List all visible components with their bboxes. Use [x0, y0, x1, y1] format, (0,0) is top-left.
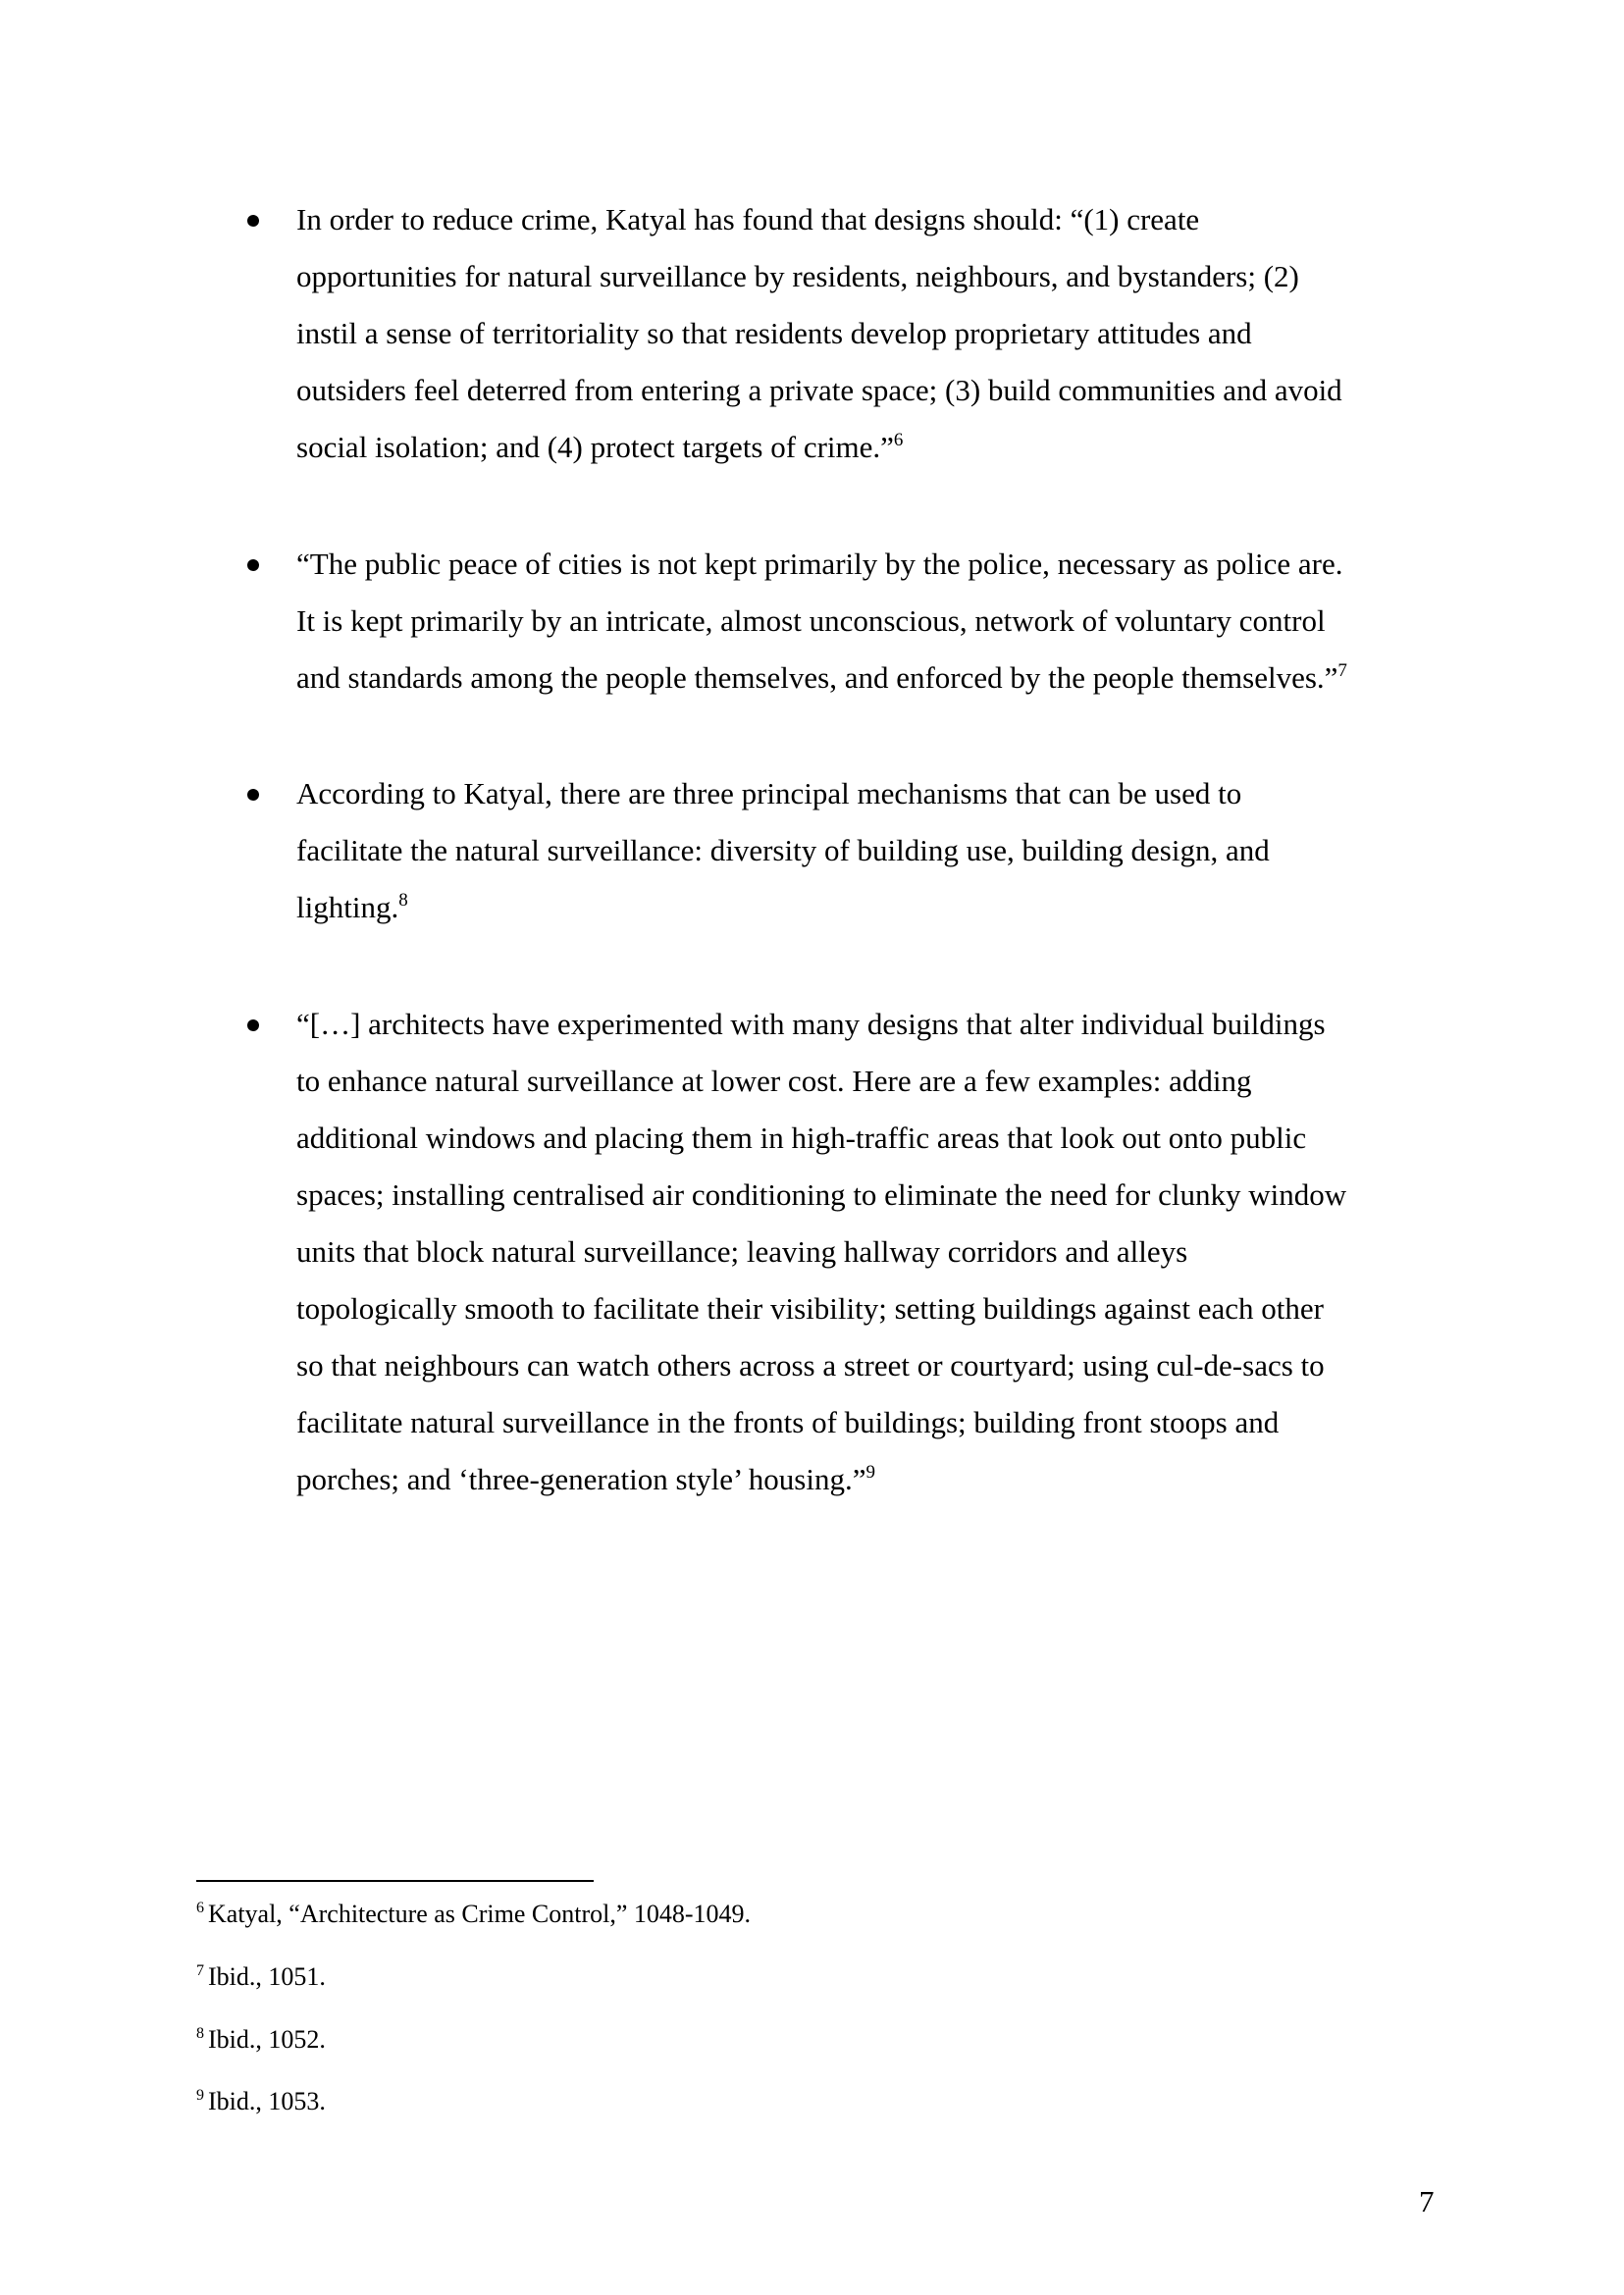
- footnote-number: 7: [196, 1962, 204, 1979]
- footnote-reference[interactable]: 6: [893, 430, 904, 450]
- text-line: instil a sense of territoriality so that residents develop proprietary attitudes and: [296, 316, 1252, 350]
- footnote-reference[interactable]: 9: [865, 1462, 875, 1483]
- text-line: It is kept primarily by an intricate, almost unconscious, network of voluntary control: [296, 603, 1326, 638]
- footnote-text: Ibid., 1051.: [208, 1962, 326, 1991]
- text-line: and standards among the people themselves, and enforced by the people themselves.”$^7$: [296, 660, 1347, 695]
- text-line: so that neighbours can watch others across a street or courtyard; using cul-de-sacs to: [296, 1348, 1325, 1382]
- text-line: porches; and ‘three-generation style’ housing.”$^9$: [296, 1462, 875, 1496]
- text-line: In order to reduce crime, Katyal has found that designs should: “(1) create: [296, 202, 1200, 236]
- footnote-number: 9: [196, 2087, 204, 2104]
- bullet-icon: [247, 215, 259, 227]
- footnote: [196, 1960, 326, 1998]
- text-line: facilitate natural surveillance in the fronts of buildings; building front stoops and: [296, 1405, 1280, 1439]
- footnote-separator: [196, 1880, 594, 1882]
- footnote-text: Katyal, “Architecture as Crime Control,” 1048-1049.: [208, 1900, 752, 1928]
- footnote-reference[interactable]: 8: [398, 890, 408, 911]
- text-line: “[…] architects have experimented with many designs that alter individual buildings: [296, 1007, 1326, 1041]
- footnote: [196, 1898, 751, 1935]
- text-line: According to Katyal, there are three principal mechanisms that can be used to: [296, 776, 1242, 810]
- text-line: units that block natural surveillance; leaving hallway corridors and alleys: [296, 1234, 1188, 1269]
- text-line: “The public peace of cities is not kept primarily by the police, necessary as police are.: [296, 547, 1343, 581]
- footnote-reference[interactable]: 7: [1337, 660, 1347, 681]
- footnote-text: Ibid., 1053.: [208, 2087, 326, 2115]
- footnote: [196, 2023, 326, 2060]
- footnote: [196, 2085, 326, 2122]
- text-line: social isolation; and (4) protect targets of crime.”$^6$: [296, 430, 904, 464]
- text-line: opportunities for natural surveillance by residents, neighbours, and bystanders; (2): [296, 259, 1299, 293]
- text-line: facilitate the natural surveillance: diversity of building use, building design, and: [296, 833, 1270, 867]
- text-line: additional windows and placing them in high-traffic areas that look out onto public: [296, 1121, 1307, 1155]
- page-number: 7: [1419, 2184, 1435, 2218]
- text-line: topologically smooth to facilitate their visibility; setting buildings against each other: [296, 1291, 1324, 1326]
- text-line: outsiders feel deterred from entering a private space; (3) build communities and avoid: [296, 373, 1342, 407]
- text-line: to enhance natural surveillance at lower cost. Here are a few examples: adding: [296, 1064, 1252, 1098]
- bullet-icon: [247, 1019, 259, 1031]
- text-line: spaces; installing centralised air conditioning to eliminate the need for clunky window: [296, 1177, 1347, 1212]
- bullet-icon: [247, 789, 259, 801]
- footnote-number: 8: [196, 2025, 204, 2042]
- footnote-text: Ibid., 1052.: [208, 2025, 326, 2054]
- text-line: lighting.$^8$: [296, 890, 408, 924]
- bullet-icon: [247, 559, 259, 571]
- footnote-number: 6: [196, 1900, 204, 1916]
